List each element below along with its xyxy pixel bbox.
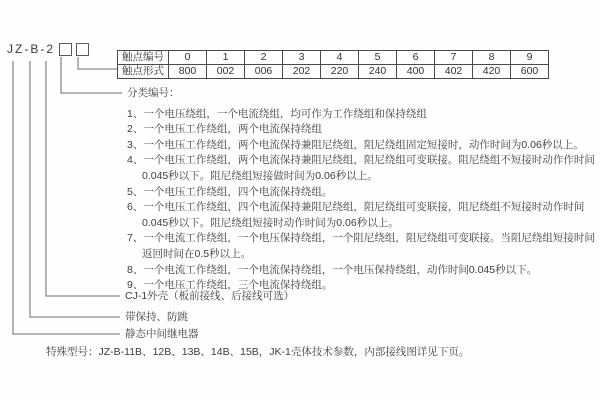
table-cell: 4 (321, 51, 359, 65)
table-cell: 5 (359, 51, 397, 65)
callout-relay-type: 静态中间继电器 (125, 328, 199, 340)
table-cell: 1 (207, 51, 245, 65)
item-number: 3、 (127, 138, 144, 151)
leader-line-classification (61, 57, 122, 93)
leader-line-relay-type (13, 61, 120, 334)
contact-number-label: 触点编号 (118, 51, 169, 65)
item-number: 5、 (127, 185, 144, 198)
leader-line-case (46, 61, 120, 296)
list-item (127, 107, 597, 123)
table-cell: 202 (283, 65, 321, 79)
item-text: 一个电压工作绕组，四个电流保持兼阻尼绕组，阻尼绕组可变联接，阻尼绕组不短接时动作时间0.045秒以下。阻尼绕组短接时动作时间为0.06秒以上。 (142, 201, 585, 229)
table-cell: 2 (245, 51, 283, 65)
table-cell: 7 (435, 51, 473, 65)
leader-line-contact-table (78, 57, 117, 69)
item-text: 一个电压工作绕组，四个电流保持绕组。 (143, 185, 333, 198)
item-number: 7、 (127, 232, 144, 245)
item-text: 一个电压工作绕组，两个电流保持绕组 (143, 123, 322, 136)
model-code (7, 42, 89, 56)
list-item (127, 185, 597, 201)
table-cell: 400 (397, 65, 435, 79)
classification-list (127, 86, 597, 294)
model-digit-box-1 (59, 43, 72, 56)
table-cell: 9 (511, 51, 549, 65)
item-number: 2、 (127, 123, 144, 136)
item-text: 一个电压工作绕组，三个电流保持绕组。 (143, 279, 333, 292)
item-text: 一个电压工作绕组，两个电流保持兼阻尼绕组，阻尼绕组固定短接时，动作时间为0.06秒以上。 (143, 138, 584, 151)
table-cell: 6 (397, 51, 435, 65)
table-cell: 240 (359, 65, 397, 79)
list-item (127, 138, 597, 154)
item-text: 一个电压绕组，一个电流绕组，均可作为工作绕组和保持绕组 (143, 107, 427, 120)
item-number: 4、 (127, 154, 144, 167)
table-cell: 002 (207, 65, 245, 79)
item-number: 9、 (127, 279, 144, 292)
list-item (127, 122, 597, 138)
contact-number-row (118, 51, 549, 65)
table-cell: 220 (321, 65, 359, 79)
item-number: 1、 (127, 107, 144, 120)
item-text: 一个电压工作绕组，两个电流保持兼阻尼绕组，阻尼绕组可变联接。阻尼绕组不短接时动作作时间0.045秒以下。阻尼绕组短接做时间为0.06秒以上。 (142, 154, 595, 182)
table-cell: 006 (245, 65, 283, 79)
table-cell: 3 (283, 51, 321, 65)
classification-title: 分类编号： (127, 87, 180, 99)
table-cell: 800 (169, 65, 207, 79)
item-number: 8、 (127, 263, 144, 276)
item-text: 一个电流工作绕组，一个电流保持绕组，一个电压保持绕组，动作时间0.045秒以下。 (143, 263, 538, 276)
contact-form-row (118, 65, 549, 79)
list-item (127, 200, 597, 231)
model-digit-box-2 (76, 43, 89, 56)
item-text: 一个电流工作绕组，一个电压保持绕组，一个阻尼绕组，阻尼绕组可变联接。当阻尼绕组短接时间返回时间在0.5秒以上。 (142, 232, 595, 260)
table-cell: 0 (169, 51, 207, 65)
table-cell: 420 (473, 65, 511, 79)
contact-form-label: 触点形式 (118, 65, 169, 79)
table-cell: 8 (473, 51, 511, 65)
table-cell: 600 (511, 65, 549, 79)
special-models-note: 特殊型号：JZ-B-11B、12B、13B、14B、15B，JK-1壳体技术参数，内部接线图详见下页。 (46, 346, 470, 358)
table-cell: 402 (435, 65, 473, 79)
contact-table (117, 50, 549, 79)
callout-case: CJ-1外壳（板前接线、后接线可选） (125, 290, 295, 302)
list-item (127, 231, 597, 262)
item-number: 6、 (127, 201, 144, 214)
list-item (127, 263, 597, 279)
list-item (127, 153, 597, 184)
model-code-text: JZ-B-2 (7, 42, 55, 56)
leader-line-hold-antipump (30, 61, 120, 317)
callout-hold-antipump: 带保持、防跳 (125, 311, 188, 323)
